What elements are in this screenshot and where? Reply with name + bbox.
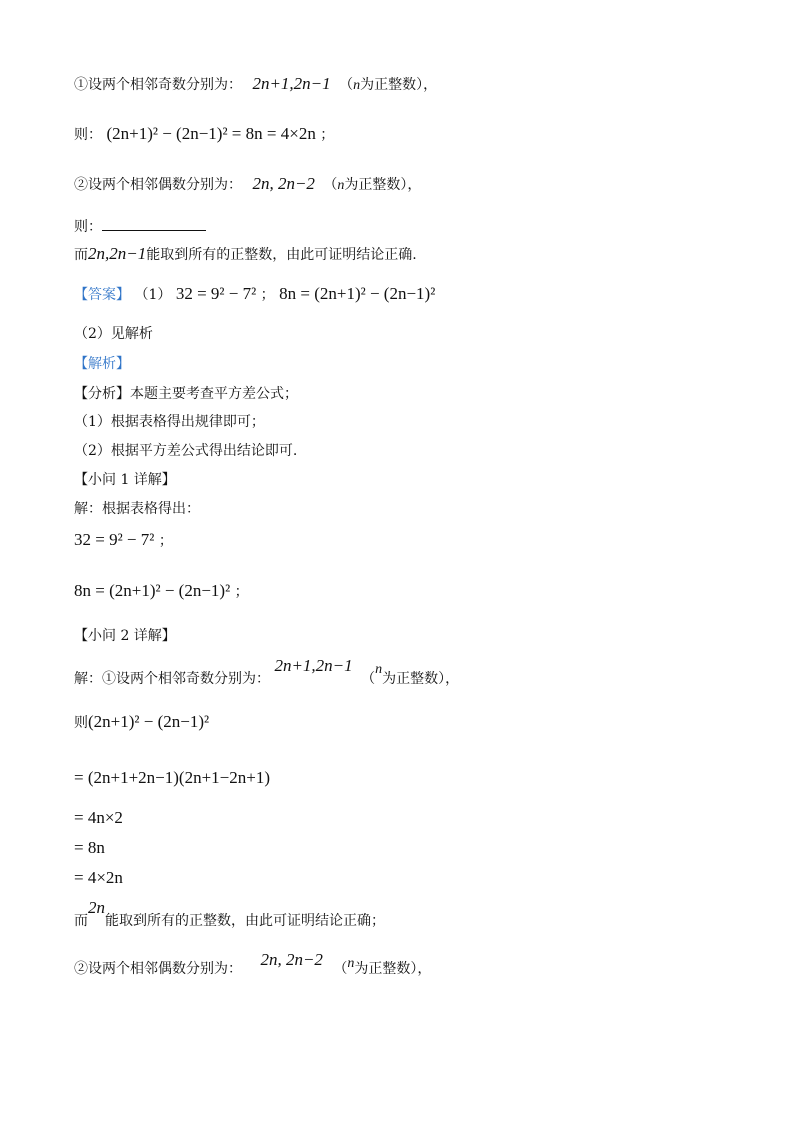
line-analysis-1 (74, 412, 265, 432)
answer-tag: 【答案】 (74, 287, 130, 303)
text: 【分析】本题主要考查平方差公式； (74, 386, 298, 402)
line-analysis (74, 384, 298, 404)
paren: （ (339, 77, 354, 93)
line-odd-definition (74, 74, 437, 96)
math-expression: = (2n+1+2n−1)(2n+1−2n+1) (74, 768, 271, 787)
math-expression: 2n,2n−1 (88, 244, 147, 263)
text: ②设两个相邻偶数分别为： (74, 177, 242, 193)
math-expression: 32 = 9² − 7² (74, 530, 155, 549)
text: 而 (74, 913, 88, 929)
paren: （ (361, 671, 376, 687)
math-var: n (353, 78, 361, 93)
text: 能取到所有的正整数，由此可证明结论正确. (146, 247, 417, 263)
math-expression: 2n (88, 898, 105, 917)
math-expression: 32 = 9² − 7² (175, 284, 257, 303)
line-step-3 (74, 838, 105, 859)
line-sub2-odd (74, 656, 460, 690)
text: ①设两个相邻奇数分别为： (74, 77, 242, 93)
text: ； (158, 533, 173, 549)
line-even-definition (74, 174, 421, 196)
line-answer (74, 284, 435, 305)
text: （1）根据表格得出规律即可； (74, 414, 265, 430)
math-expression: = 4n×2 (74, 808, 123, 827)
text: 为正整数）， (344, 177, 422, 193)
text: 为正整数）， (382, 671, 460, 687)
text: 解：根据表格得出： (74, 501, 200, 517)
text: ②设两个相邻偶数分别为： (74, 961, 242, 977)
line-even-proof-blank (74, 216, 206, 237)
line-step-4 (74, 868, 123, 889)
text: （2）见解析 (74, 326, 153, 342)
math-expression: 8n = (2n+1)² − (2n−1)² (74, 581, 231, 600)
math-expression: 2n, 2n−2 (252, 174, 315, 193)
line-sub2-then (74, 712, 209, 733)
text: 则： (74, 127, 102, 143)
text: 为正整数）， (354, 961, 432, 977)
text: 解：①设两个相邻奇数分别为： (74, 671, 270, 687)
text: 【小问 1 详解】 (74, 472, 176, 488)
line-conclusion-1 (74, 244, 417, 265)
text: ； (260, 287, 275, 303)
math-expression: (2n+1)² − (2n−1)² (88, 712, 210, 731)
math-var: n (337, 178, 345, 193)
fill-in-blank[interactable] (102, 216, 206, 231)
text: 【小问 2 详解】 (74, 628, 176, 644)
line-step-1 (74, 768, 270, 789)
paren: （ (333, 961, 348, 977)
math-expression: 2n+1,2n−1 (252, 74, 331, 93)
text: ； (320, 127, 335, 143)
math-expression: 2n+1,2n−1 (274, 656, 353, 675)
analysis-tag: 【解析】 (74, 356, 130, 372)
math-expression: = 4×2n (74, 868, 123, 887)
line-step-2 (74, 808, 123, 829)
line-odd-proof (74, 124, 334, 145)
text: 能取到所有的正整数，由此可证明结论正确； (105, 913, 385, 929)
line-sub1-heading (74, 470, 176, 490)
line-conclusion-2 (74, 898, 385, 931)
text: ； (234, 584, 249, 600)
math-expression: = 8n (74, 838, 105, 857)
line-analysis-2 (74, 441, 297, 461)
line-answer-2 (74, 324, 153, 344)
line-sub2-even (74, 950, 432, 980)
line-sub1-eq2 (74, 581, 249, 602)
math-expression: (2n+1)² − (2n−1)² = 8n = 4×2n (106, 124, 316, 143)
text: 而 (74, 247, 88, 263)
line-analysis-tag (74, 354, 130, 374)
math-expression: 8n = (2n+1)² − (2n−1)² (279, 284, 436, 303)
line-sub1-solution (74, 499, 200, 519)
math-var: n (375, 662, 383, 677)
text: 则： (74, 219, 102, 235)
paren: （ (323, 177, 338, 193)
text: （1） (134, 287, 172, 303)
line-sub2-heading (74, 626, 176, 646)
text: 为正整数）， (360, 77, 438, 93)
math-var: n (347, 956, 355, 971)
text: （2）根据平方差公式得出结论即可. (74, 443, 298, 459)
line-sub1-eq1 (74, 530, 173, 551)
math-expression: 2n, 2n−2 (260, 950, 323, 969)
text: 则 (74, 715, 88, 731)
